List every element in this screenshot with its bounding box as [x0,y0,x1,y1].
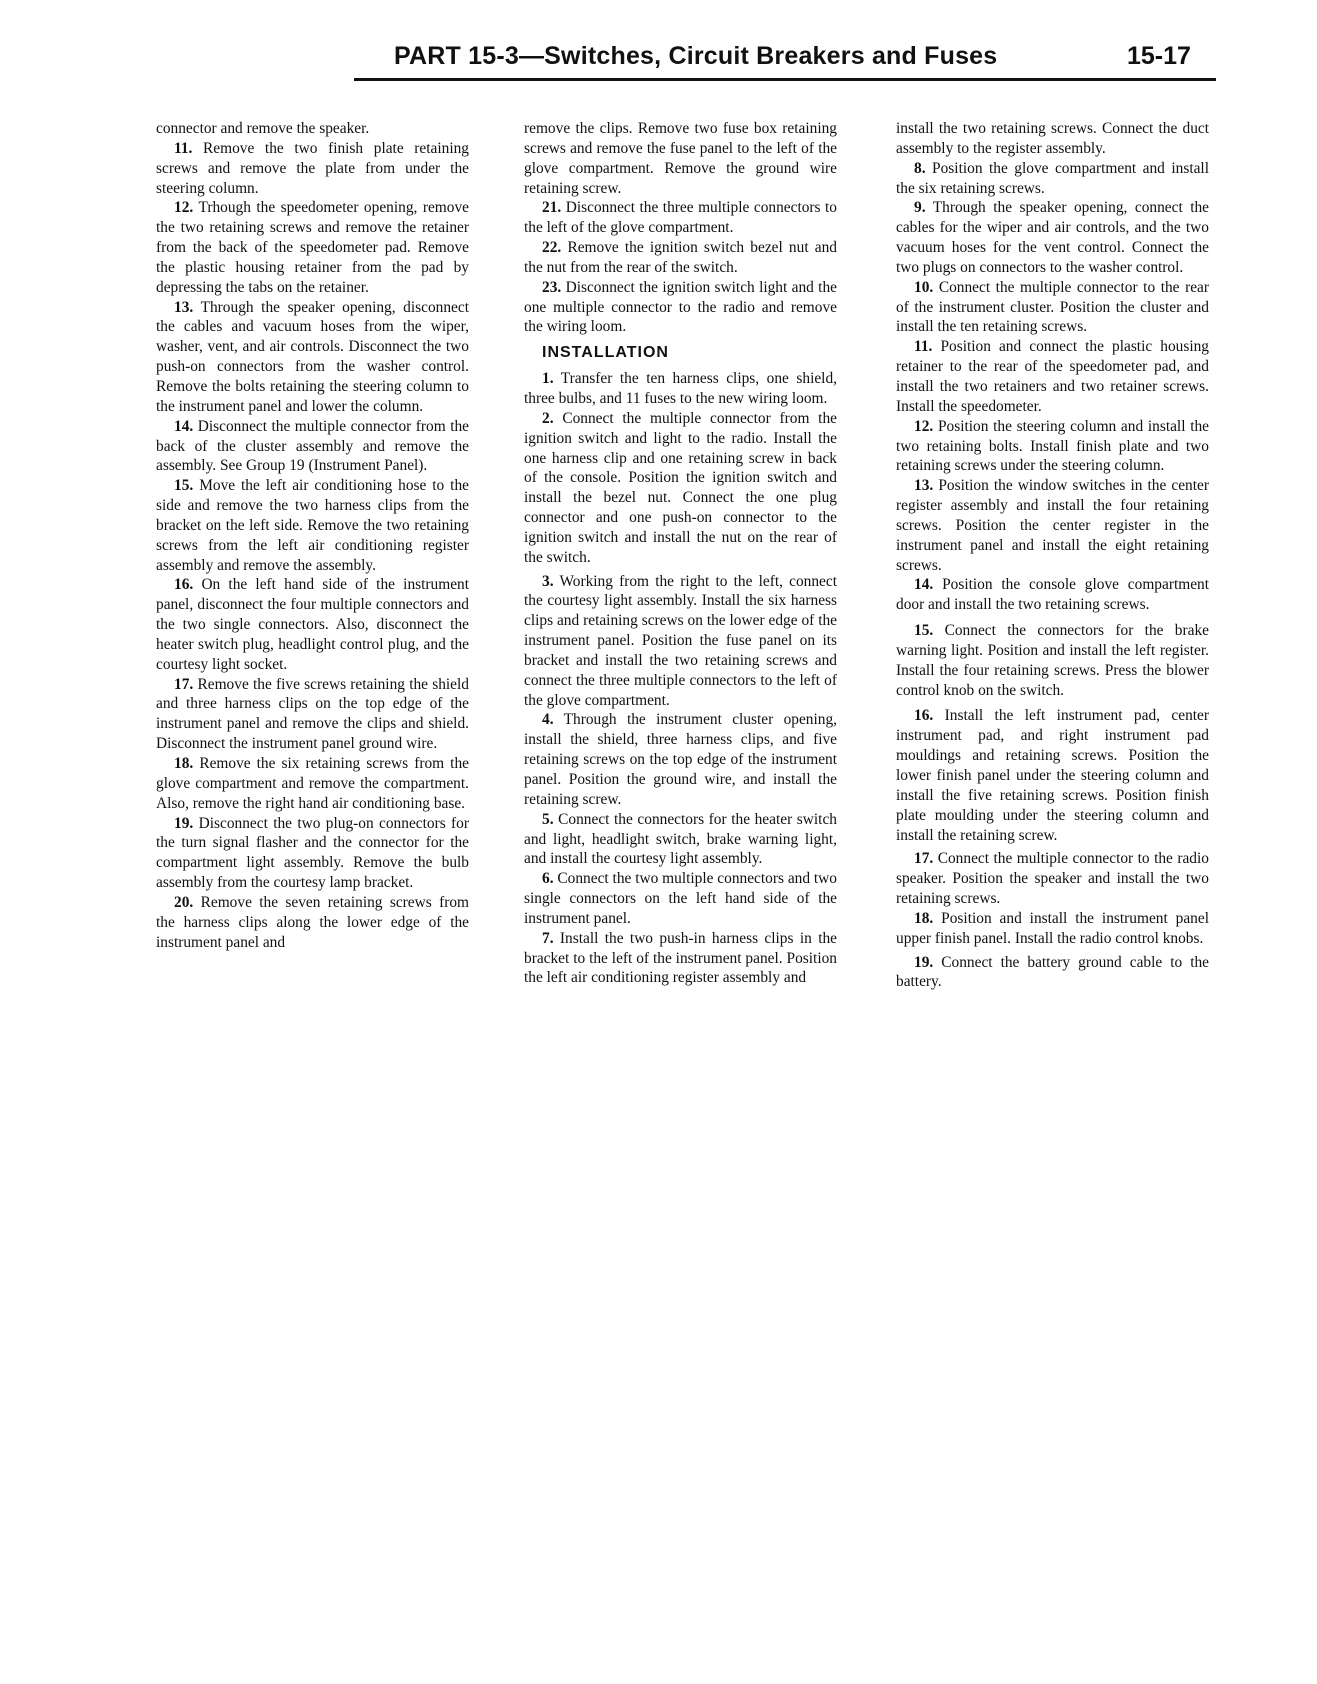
paragraph: install the two retaining screws. Connect the duct assembly to the register assembly. [896,120,1209,157]
paragraph: 11. Position and connect the plastic housing retainer to the rear of the speedometer pad, and install the two retainers and two retainer screws. Install the speedometer. [896,338,1209,415]
paragraph: 6. Connect the two multiple connectors and two single connectors on the left hand side of the instrument panel. [524,870,837,927]
paragraph: 11. Remove the two finish plate retaining screws and remove the plate from under the steering column. [156,139,469,197]
paragraph: 17. Connect the multiple connector to the radio speaker. Position the speaker and install the two retaining screws. [896,850,1209,908]
paragraph: 1. Transfer the ten harness clips, one shield, three bulbs, and 11 fuses to the new wiring loom. [524,370,837,407]
page-header [0,38,1317,80]
paragraph: 22. Remove the ignition switch bezel nut and the nut from the rear of the switch. [524,239,837,276]
paragraph: 17. Remove the five screws retaining the shield and three harness clips on the top edge of the instrument panel and remove the clips and shield. Disconnect the instrument panel ground wire. [156,675,469,753]
paragraph: 13. Position the window switches in the center register assembly and install the four retaining screws. Position the center register in the instrument panel and install the eight retaining screws. [896,477,1209,574]
text-column-left [156,119,469,952]
paragraph: 7. Install the two push-in harness clips in the bracket to the left of the instrument panel. Position the left air conditioning register assembly and [524,929,837,987]
paragraph: 10. Connect the multiple connector to the rear of the instrument cluster. Position the cluster and install the ten retaining screws. [896,278,1209,336]
paragraph: 9. Through the speaker opening, connect the cables for the wiper and air controls, and the two vacuum hoses for the vent control. Connect the two plugs on connectors to the washer control. [896,199,1209,276]
paragraph: 3. Working from the right to the left, connect the courtesy light assembly. Install the six harness clips and retaining screws on the lower edge of the instrument panel. Position the fuse panel on its bracket and install the two retaining screws and connect the three multiple connectors to the left of the glove compartment. [524,572,837,709]
page-number: 15-17 [1127,42,1191,70]
paragraph: 16. On the left hand side of the instrument panel, disconnect the four multiple connectors and the two single connectors. Also, disconnect the heater switch plug, headlight control plug, and the courtesy light socket. [156,576,469,673]
paragraph: 23. Disconnect the ignition switch light and the one multiple connector to the radio and remove the wiring loom. [524,278,837,336]
paragraph: 19. Disconnect the two plug-on connectors for the turn signal flasher and the connector for the compartment light assembly. Remove the bulb assembly from the courtesy lamp bracket. [156,814,469,892]
paragraph: 18. Remove the six retaining screws from the glove compartment and remove the compartment. Also, remove the right hand air conditioning base. [156,755,469,812]
paragraph: 15. Connect the connectors for the brake warning light. Position and install the left register. Install the four retaining screws. Press the blower control knob on the switch. [896,622,1209,699]
header-rule [354,78,1216,81]
paragraph: 2. Connect the multiple connector from the ignition switch and light to the radio. Install the one harness clip and one retaining screw in back of the console. Position the ignition switch and install the bezel nut. Connect the one plug connector and one push-on connector to the ignition switch and install the nut on the rear of the switch. [524,409,837,566]
paragraph: 14. Disconnect the multiple connector from the back of the cluster assembly and remove the assembly. See Group 19 (Instrument Panel). [156,417,470,475]
section-heading-installation: INSTALLATION [542,344,669,362]
text-column-right [896,119,1209,992]
text-column-middle [524,119,837,988]
paragraph: 16. Install the left instrument pad, center instrument pad, and right instrument pad mouldings and retaining screws. Position the lower finish panel under the steering column and install the five retaining screws. Position finish plate moulding under the steering column and install the retaining screw. [896,707,1209,844]
paragraph: 12. Trhough the speedometer opening, remove the two retaining screws and remove the retainer from the back of the speedometer pad. Remove the plastic housing retainer from the pad by depressing the tabs on the retainer. [156,199,469,296]
paragraph: 8. Position the glove compartment and install the six retaining screws. [896,159,1209,197]
paragraph: 20. Remove the seven retaining screws from the harness clips along the lower edge of the instrument panel and [156,893,469,951]
paragraph: remove the clips. Remove two fuse box retaining screws and remove the fuse panel to the left of the glove compartment. Remove the ground wire retaining screw. [524,120,837,197]
paragraph: 13. Through the speaker opening, disconnect the cables and vacuum hoses from the wiper, washer, vent, and air controls. Disconnect the two push-on connectors from the washer control. Remove the bolts retaining the steering column to the instrument panel and lower the column. [156,298,469,415]
paragraph: 21. Disconnect the three multiple connectors to the left of the glove compartment. [524,199,838,237]
paragraph: 5. Connect the connectors for the heater switch and light, headlight switch, brake warning light, and install the courtesy light assembly. [524,810,837,868]
paragraph: 12. Position the steering column and install the two retaining bolts. Install finish plate and two retaining screws under the steering column. [896,417,1209,475]
paragraph: 18. Position and install the instrument panel upper finish panel. Install the radio control knobs. [896,909,1209,947]
paragraph: connector and remove the speaker. [156,120,370,137]
paragraph: 19. Connect the battery ground cable to the battery. [896,953,1209,991]
paragraph: 4. Through the instrument cluster opening, install the shield, three harness clips, and five retaining screws on the top edge of the instrument panel. Position the ground wire, and install the retaining screw. [524,711,838,808]
paragraph: 15. Move the left air conditioning hose to the side and remove the two harness clips from the bracket on the left side. Remove the two retaining screws from the left air conditioning register assembly and remove the assembly. [156,477,469,574]
paragraph: 14. Position the console glove compartment door and install the two retaining screws. [896,576,1210,614]
page-title: PART 15-3—Switches, Circuit Breakers and Fuses [394,42,998,70]
